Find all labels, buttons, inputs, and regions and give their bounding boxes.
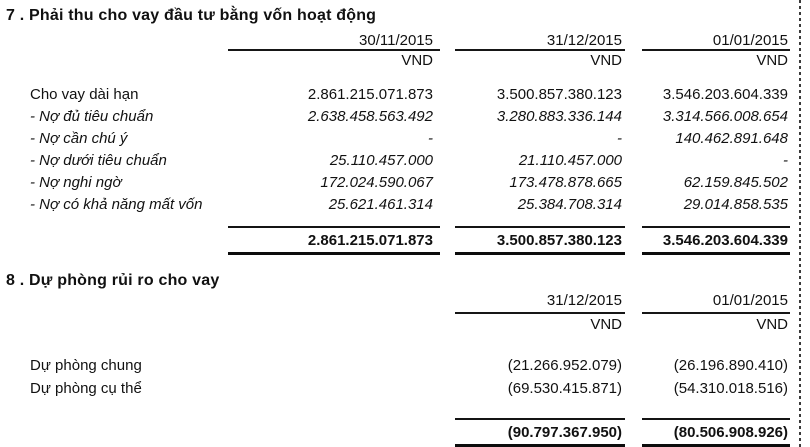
section8-header-dates bbox=[0, 292, 794, 309]
row-value: 3.500.857.380.123 bbox=[496, 86, 622, 103]
section7-col1-date: 30/11/2015 bbox=[359, 32, 433, 49]
row-value: 25.384.708.314 bbox=[517, 196, 622, 213]
row-value: 25.110.457.000 bbox=[329, 152, 433, 169]
section7-col3-underline bbox=[642, 49, 790, 51]
section7-total-col1: 2.861.215.071.873 bbox=[228, 226, 440, 255]
section7-total-col3: 3.546.203.604.339 bbox=[642, 226, 790, 255]
section8-col2-date: 01/01/2015 bbox=[712, 292, 788, 309]
table-row bbox=[0, 108, 794, 125]
section7-col2-date: 31/12/2015 bbox=[546, 32, 622, 49]
section8-col1-date: 31/12/2015 bbox=[546, 292, 622, 309]
row-value: 140.462.891.648 bbox=[675, 130, 788, 147]
row-value: - bbox=[617, 130, 622, 147]
section8-header-units bbox=[0, 316, 794, 333]
row-value: 25.621.461.314 bbox=[328, 196, 433, 213]
section7-col1-underline bbox=[228, 49, 440, 51]
row-value: 2.861.215.071.873 bbox=[307, 86, 433, 103]
row-value: 62.159.845.502 bbox=[683, 174, 788, 191]
section8-heading: 8 . Dự phòng rủi ro cho vay bbox=[6, 272, 220, 289]
section7-col3-date: 01/01/2015 bbox=[712, 32, 788, 49]
page-edge-dashed-line bbox=[799, 0, 801, 447]
row-value: 29.014.858.535 bbox=[683, 196, 788, 213]
row-value: 3.546.203.604.339 bbox=[662, 86, 788, 103]
row-label: - Nợ cần chú ý bbox=[30, 130, 128, 147]
row-label: Dự phòng chung bbox=[30, 357, 142, 374]
section7-header-units bbox=[0, 52, 794, 69]
row-value: 3.314.566.008.654 bbox=[662, 108, 788, 125]
row-value: (26.196.890.410) bbox=[673, 357, 788, 374]
table-row bbox=[0, 357, 794, 374]
row-label: - Nợ nghi ngờ bbox=[30, 174, 122, 191]
table-row bbox=[0, 152, 794, 169]
table-row bbox=[0, 86, 794, 103]
row-value: (21.266.952.079) bbox=[507, 357, 622, 374]
row-value: (69.530.415.871) bbox=[507, 380, 622, 397]
row-label: Cho vay dài hạn bbox=[30, 86, 139, 103]
table-row bbox=[0, 196, 794, 213]
section7-heading: 7 . Phải thu cho vay đầu tư bằng vốn hoạt động bbox=[6, 7, 377, 24]
table-row bbox=[0, 380, 794, 397]
row-value: 172.024.590.067 bbox=[320, 174, 433, 191]
section8-total-col1: (90.797.367.950) bbox=[455, 418, 625, 447]
table-row bbox=[0, 174, 794, 191]
row-value: (54.310.018.516) bbox=[673, 380, 788, 397]
section8-total-col2: (80.506.908.926) bbox=[642, 418, 790, 447]
section8-col1-underline bbox=[455, 312, 625, 314]
row-value: 3.280.883.336.144 bbox=[496, 108, 622, 125]
section8-col2-unit: VND bbox=[756, 316, 788, 333]
section7-col2-unit: VND bbox=[590, 52, 622, 69]
row-value: 2.638.458.563.492 bbox=[307, 108, 433, 125]
section7-col3-unit: VND bbox=[756, 52, 788, 69]
row-value: - bbox=[783, 152, 788, 169]
section7-col1-unit: VND bbox=[401, 52, 433, 69]
section7-total-col2: 3.500.857.380.123 bbox=[455, 226, 625, 255]
section8-col1-unit: VND bbox=[590, 316, 622, 333]
table-row bbox=[0, 130, 794, 147]
section7-col2-underline bbox=[455, 49, 625, 51]
row-value: 21.110.457.000 bbox=[518, 152, 622, 169]
section7-header-dates bbox=[0, 32, 794, 49]
row-label: Dự phòng cụ thể bbox=[30, 380, 142, 397]
row-label: - Nợ có khả năng mất vốn bbox=[30, 196, 203, 213]
row-label: - Nợ đủ tiêu chuẩn bbox=[30, 108, 154, 125]
row-value: - bbox=[428, 130, 433, 147]
section8-col2-underline bbox=[642, 312, 790, 314]
row-value: 173.478.878.665 bbox=[509, 174, 622, 191]
row-label: - Nợ dưới tiêu chuẩn bbox=[30, 152, 167, 169]
